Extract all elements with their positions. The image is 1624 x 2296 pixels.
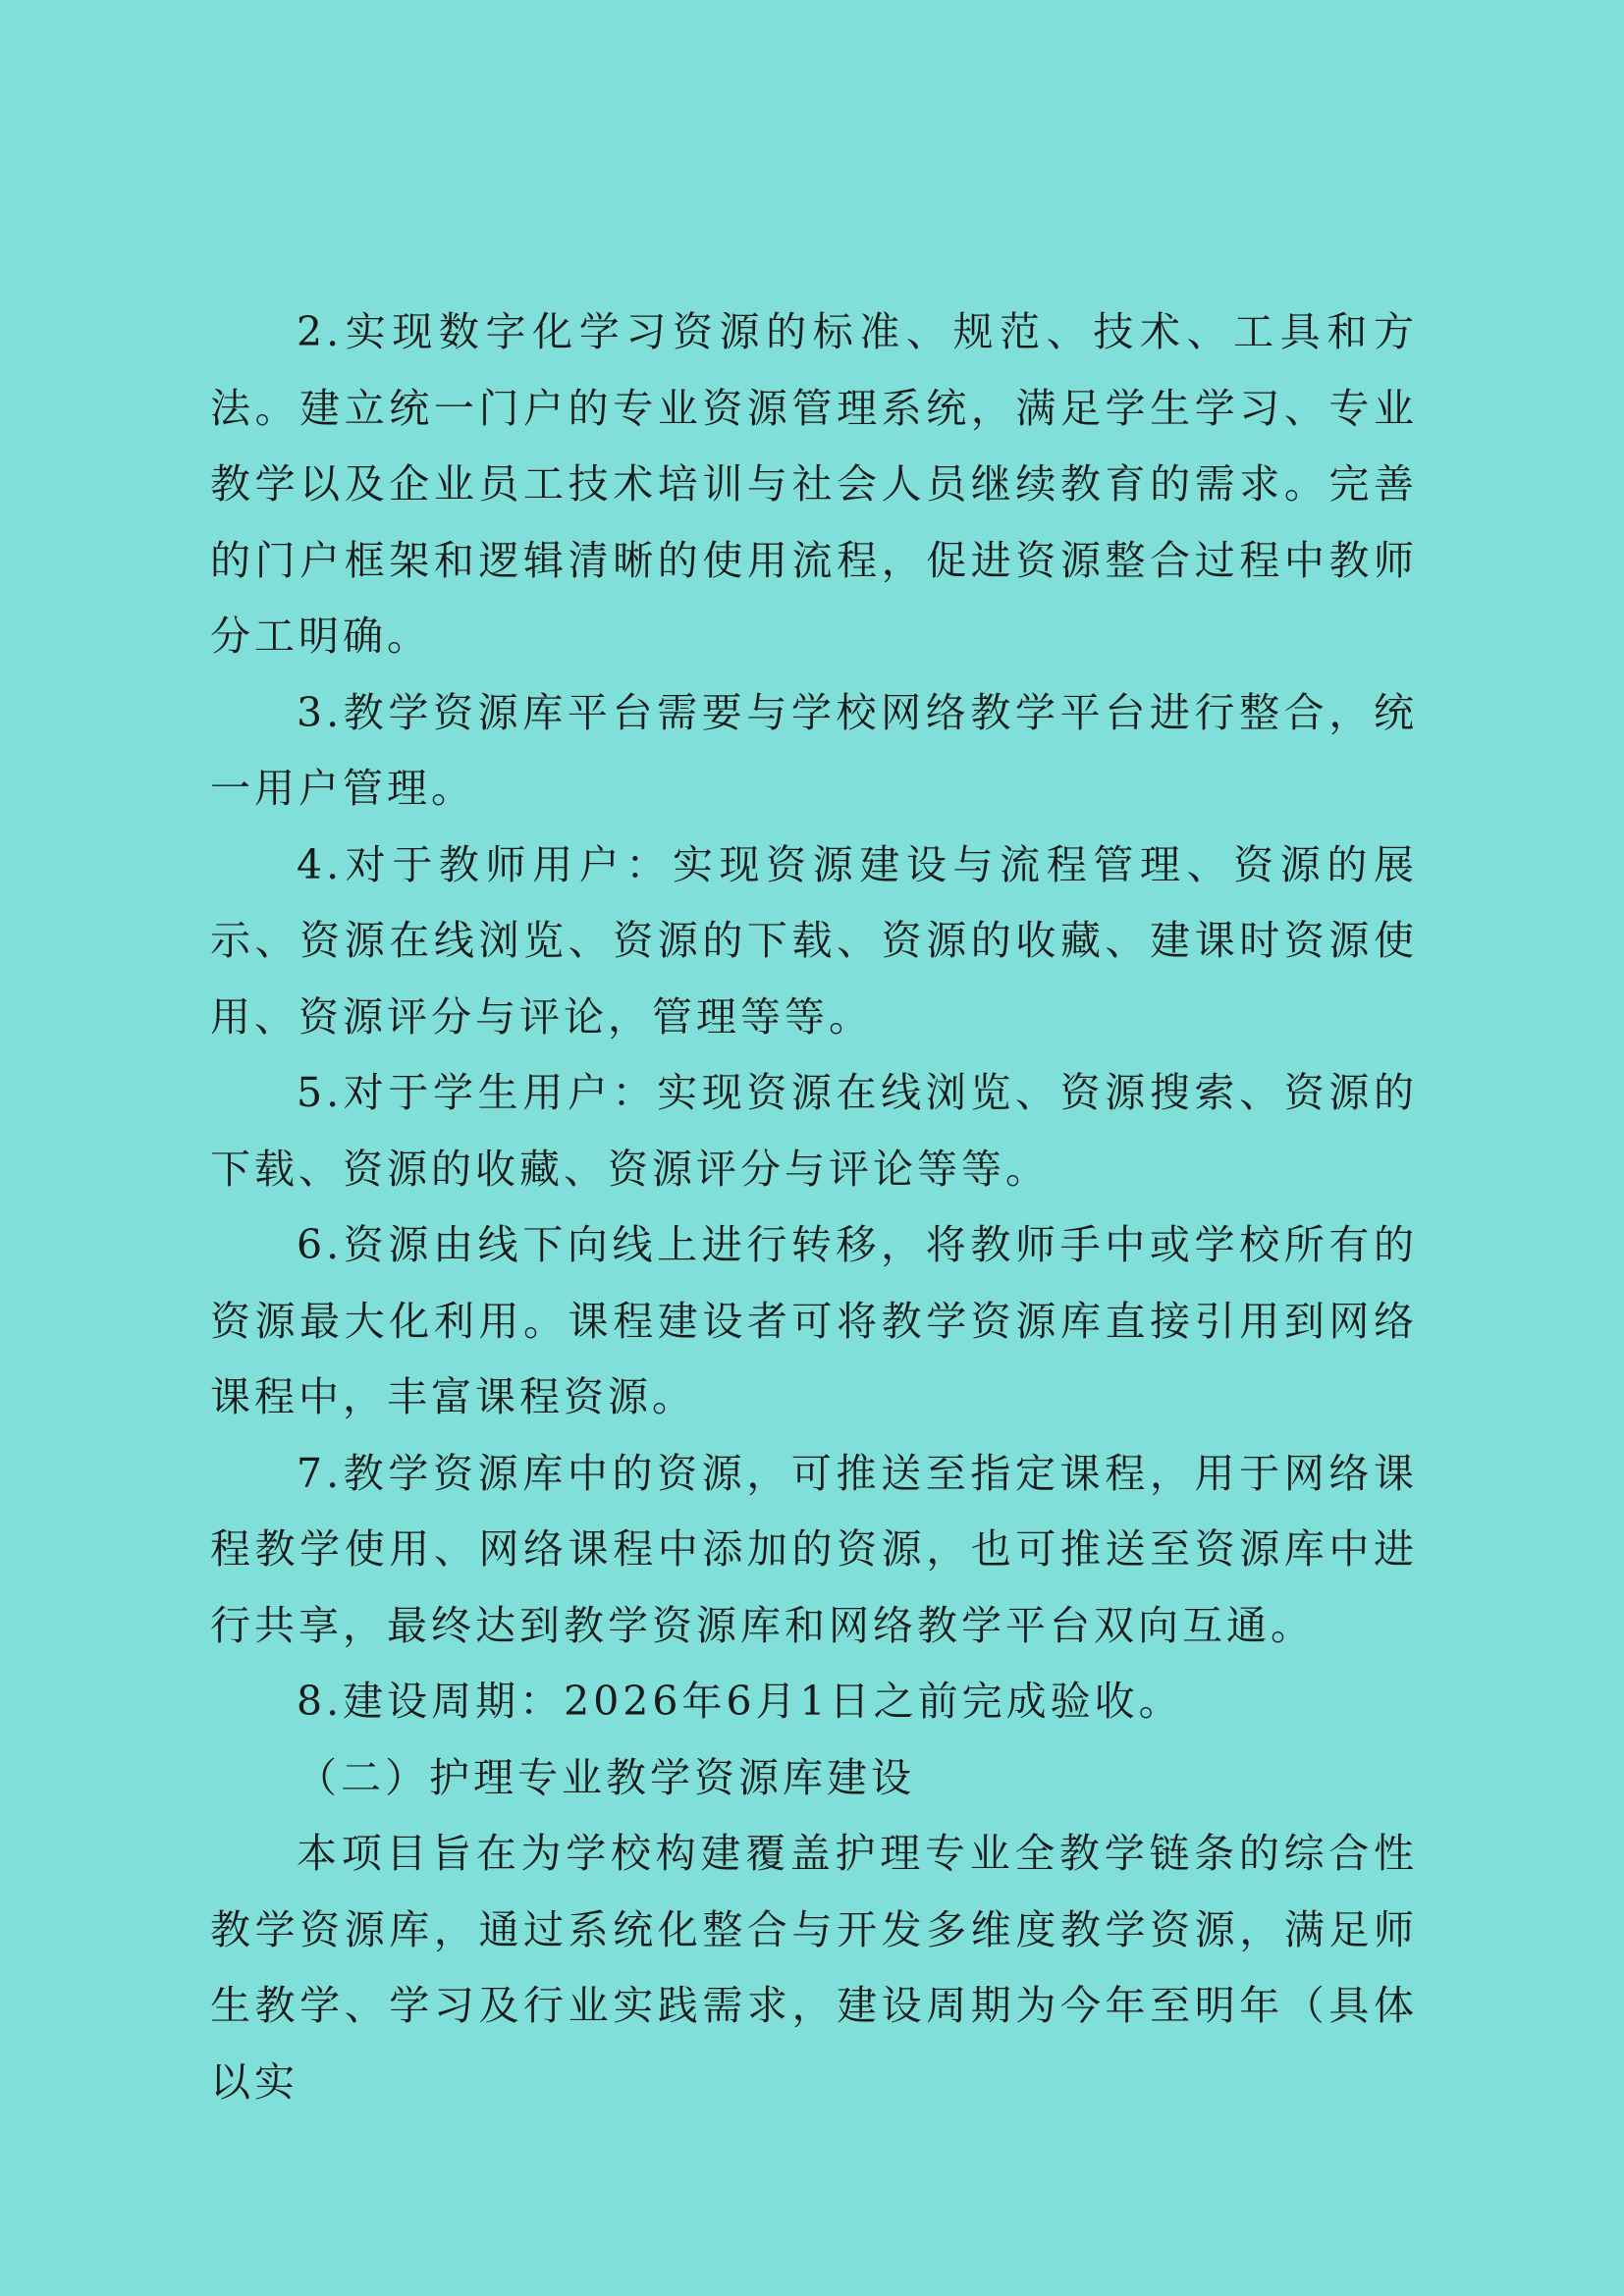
paragraph-item-6: 6.资源由线下向线上进行转移，将教师手中或学校所有的资源最大化利用。课程建设者可将教学资源库直接引用到网络课程中，丰富课程资源。: [210, 1221, 1418, 1420]
paragraph-item-8: 8.建设周期：2026年6月1日之前完成验收。: [297, 1678, 1183, 1725]
section-heading: （二）护理专业教学资源库建设: [297, 1753, 915, 1801]
paragraph-item-7: 7.教学资源库中的资源，可推送至指定课程，用于网络课程教学使用、网络课程中添加的资源，也可推送至资源库中进行共享，最终达到教学资源库和网络教学平台双向互通。: [210, 1449, 1418, 1649]
paragraph-item-3: 3.教学资源库平台需要与学校网络教学平台进行整合，统一用户管理。: [210, 688, 1418, 812]
paragraph-project-intro: 本项目旨在为学校构建覆盖护理专业全教学链条的综合性教学资源库，通过系统化整合与开发多维度教学资源，满足师生教学、学习及行业实践需求，建设周期为今年至明年（具体以实: [210, 1830, 1418, 2106]
document-body: [210, 294, 1418, 2120]
paragraph-item-5: 5.对于学生用户：实现资源在线浏览、资源搜索、资源的下载、资源的收藏、资源评分与评论等等。: [210, 1069, 1418, 1193]
paragraph-item-2: 2.实现数字化学习资源的标准、规范、技术、工具和方法。建立统一门户的专业资源管理系统，满足学生学习、专业教学以及企业员工技术培训与社会人员继续教育的需求。完善的门户框架和逻辑清晰的使用流程，促进资源整合过程中教师分工明确。: [210, 308, 1418, 660]
paragraph-item-4: 4.对于教师用户：实现资源建设与流程管理、资源的展示、资源在线浏览、资源的下载、资源的收藏、建课时资源使用、资源评分与评论，管理等等。: [210, 840, 1418, 1041]
